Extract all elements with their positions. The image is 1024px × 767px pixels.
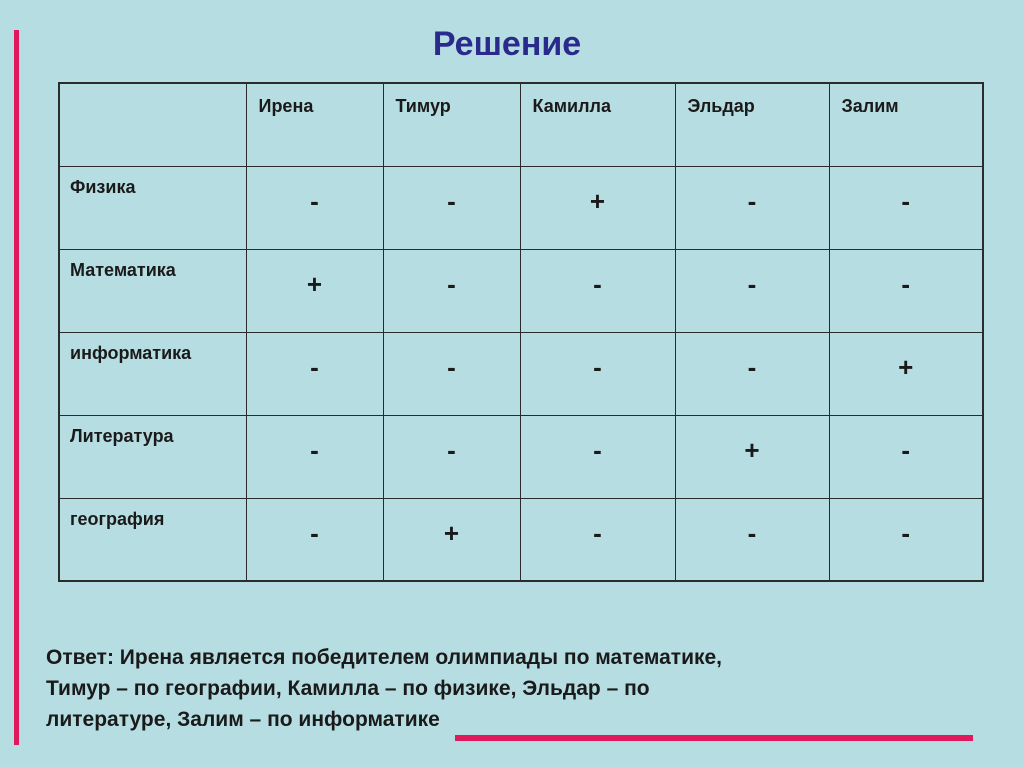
table-row	[59, 415, 983, 498]
mark-cell: -	[246, 498, 383, 581]
mark-cell: -	[829, 166, 983, 249]
accent-bar-horizontal	[455, 735, 973, 741]
mark-cell: -	[383, 415, 520, 498]
column-header: Тимур	[383, 83, 520, 166]
mark-cell: -	[829, 498, 983, 581]
mark-cell: -	[675, 332, 829, 415]
mark-cell: -	[383, 249, 520, 332]
mark-cell: +	[246, 249, 383, 332]
table-header-row	[59, 83, 983, 166]
mark-cell: -	[383, 166, 520, 249]
table-row	[59, 498, 983, 581]
slide-title: Решение	[432, 25, 582, 63]
mark-cell: +	[829, 332, 983, 415]
row-label: Математика	[59, 249, 246, 332]
column-header: Камилла	[520, 83, 675, 166]
corner-cell	[59, 83, 246, 166]
mark-cell: -	[675, 249, 829, 332]
table-row	[59, 166, 983, 249]
mark-cell: -	[829, 249, 983, 332]
mark-cell: -	[829, 415, 983, 498]
row-label: география	[59, 498, 246, 581]
column-header: Эльдар	[675, 83, 829, 166]
row-label: информатика	[59, 332, 246, 415]
mark-cell: -	[675, 166, 829, 249]
mark-cell: +	[520, 166, 675, 249]
accent-bar-vertical	[14, 30, 19, 745]
mark-cell: +	[383, 498, 520, 581]
answer-text	[46, 642, 946, 735]
answer-line: Ответ: Ирена является победителем олимпиады по математике,	[46, 646, 723, 669]
table-row	[59, 332, 983, 415]
answer-line: Тимур – по географии, Камилла – по физике, Эльдар – по	[46, 677, 650, 700]
column-header: Ирена	[246, 83, 383, 166]
mark-cell: +	[675, 415, 829, 498]
mark-cell: -	[246, 332, 383, 415]
table-row	[59, 249, 983, 332]
mark-cell: -	[675, 498, 829, 581]
mark-cell: -	[520, 498, 675, 581]
mark-cell: -	[246, 166, 383, 249]
row-label: Литература	[59, 415, 246, 498]
mark-cell: -	[520, 415, 675, 498]
mark-cell: -	[520, 249, 675, 332]
solution-table	[58, 82, 984, 582]
column-header: Залим	[829, 83, 983, 166]
answer-line: литературе, Залим – по информатике	[46, 708, 440, 731]
mark-cell: -	[246, 415, 383, 498]
row-label: Физика	[59, 166, 246, 249]
mark-cell: -	[383, 332, 520, 415]
mark-cell: -	[520, 332, 675, 415]
